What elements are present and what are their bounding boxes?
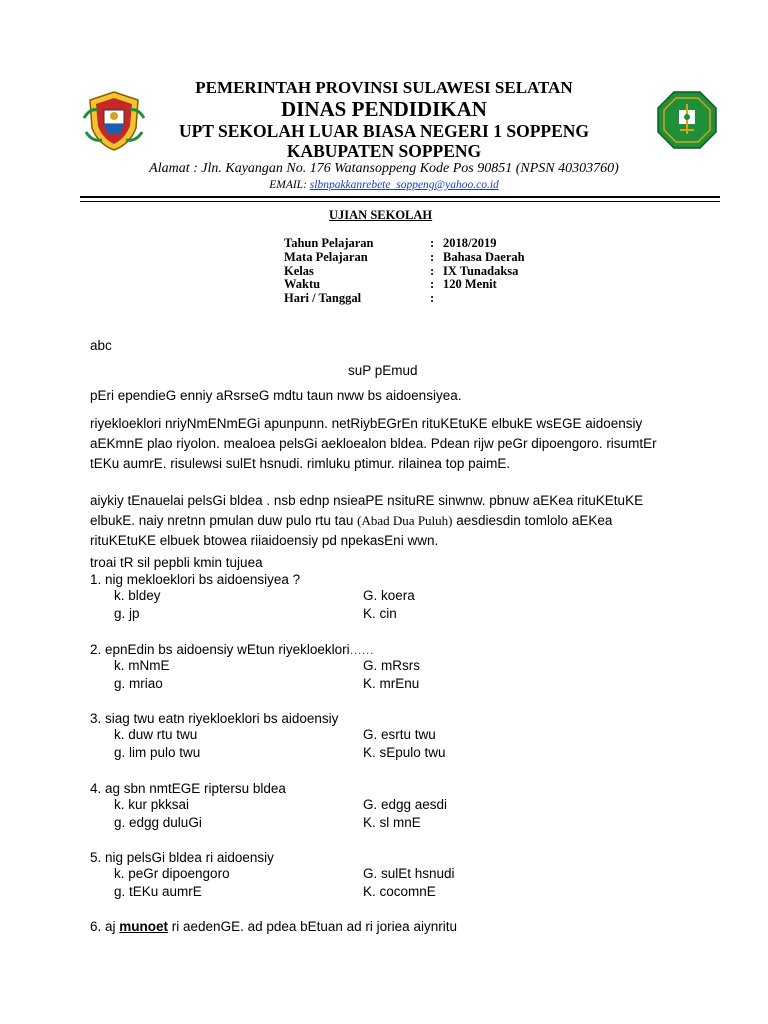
meta-colon: : (430, 277, 435, 291)
meta-label: Tahun Pelajaran (284, 236, 374, 250)
meta-colon: : (430, 291, 435, 305)
paragraph-2: riyekloeklori nriyNmENmEGi apunpunn. netRiybEGrEn rituKEtuKE elbukE wsEGE aidoensiy aEKmnE plao riyolon. mealoea pelsGi aekloealon bldea. Pdean rijw peGr dipoengoro. risumtEr tEKu aumrE. risulewsi sulEt hsnudi. rimluku ptimur. rilainea top paimE. (90, 416, 657, 471)
question-2 (90, 640, 374, 660)
paragraph-3 (90, 491, 670, 551)
option-3d: K. sEpulo twu (363, 745, 446, 760)
header-department: DINAS PENDIDIKAN (281, 97, 487, 121)
meta-value: IX Tunadaksa (443, 264, 519, 278)
question-6-part-a: 6. aj (90, 919, 120, 934)
email-label: EMAIL: (269, 179, 307, 191)
meta-colon: : (430, 264, 435, 278)
meta-label: Hari / Tanggal (284, 291, 362, 305)
option-5a: k. peGr dipoengoro (114, 866, 230, 881)
header-address: Alamat : Jln. Kayangan No. 176 Watansoppeng Kode Pos 90851 (NPSN 40303760) (149, 161, 619, 176)
question-1: 1. nig mekloeklori bs aidoensiyea ? (90, 572, 301, 587)
meta-value: 2018/2019 (443, 236, 497, 250)
meta-value: 120 Menit (443, 277, 497, 291)
question-6-keyword: munoet (119, 919, 169, 934)
option-1b: G. koera (363, 588, 415, 603)
question-2-dots: …… (349, 643, 374, 657)
option-4d: K. sl mnE (363, 815, 421, 830)
meta-colon: : (430, 236, 435, 250)
meta-value: Bahasa Daerah (443, 250, 525, 264)
question-2-text: 2. epnEdin bs aidoensiy wEtun riyekloeklori (90, 642, 350, 657)
option-2d: K. mrEnu (363, 676, 420, 691)
exam-title: UJIAN SEKOLAH (329, 208, 433, 222)
option-3b: G. esrtu twu (363, 727, 436, 742)
question-3: 3. siag twu eatn riyekloeklori bs aidoensiy (90, 711, 339, 726)
email-link[interactable]: slbnpakkanrebete_soppeng@yahoo.co.id (309, 179, 499, 191)
option-2a: k. mNmE (114, 658, 170, 673)
option-3c: g. lim pulo twu (114, 745, 201, 760)
option-2b: G. mRsrs (363, 658, 420, 673)
meta-label: Mata Pelajaran (284, 250, 368, 264)
option-4b: G. edgg aesdi (363, 797, 448, 812)
option-2c: g. mriao (114, 676, 163, 691)
option-1c: g. jp (114, 606, 140, 621)
option-4a: k. kur pkksai (114, 797, 190, 812)
header-province: PEMERINTAH PROVINSI SULAWESI SELATAN (195, 78, 573, 97)
option-3a: k. duw rtu twu (114, 727, 198, 742)
header-divider (80, 196, 720, 198)
meta-colon: : (430, 250, 435, 264)
meta-label: Kelas (284, 264, 314, 278)
question-6 (90, 917, 457, 937)
question-4: 4. ag sbn nmtEGE riptersu bldea (90, 781, 286, 796)
paragraph-3-part-b: aesdiesdin tomlolo aEKea rituKEtuKE elbuek btowea riiaidoensiy pd npekasEni wwn. (90, 513, 613, 548)
paragraph-1: pEri ependieG enniy aRsrseG mdtu taun nww bs aidoensiyea. (90, 388, 462, 403)
abc-label: abc (90, 338, 112, 353)
header-divider-thin (80, 201, 720, 202)
header-regency: KABUPATEN SOPPENG (286, 141, 482, 161)
question-5: 5. nig pelsGi bldea ri aidoensiy (90, 850, 274, 865)
option-1a: k. bldey (114, 588, 161, 603)
meta-label: Waktu (284, 277, 321, 291)
option-5d: K. cocomnE (363, 884, 436, 899)
header-school: UPT SEKOLAH LUAR BIASA NEGERI 1 SOPPENG (178, 121, 590, 141)
paragraph-3-parenthetical: (Abad Dua Puluh) (357, 513, 453, 528)
paragraph-3-part-a: aiykiy tEnauelai pelsGi bldea . nsb ednp nsieaPE nsituRE sinwnw. pbnuw aEKea rituKEtuKE elbukE. naiy nretnn pmulan duw pulo rtu tau (90, 493, 644, 528)
instruction: troai tR sil pepbli kmin tujuea (90, 555, 263, 570)
section-heading: suP pEmud (348, 363, 418, 378)
option-4c: g. edgg duluGi (114, 815, 202, 830)
question-6-part-b: ri aedenGE. ad pdea bEtuan ad ri joriea aiynritu (168, 919, 457, 934)
option-5b: G. sulEt hsnudi (363, 866, 455, 881)
option-1d: K. cin (363, 606, 397, 621)
option-5c: g. tEKu aumrE (114, 884, 202, 899)
header-email-line (0, 179, 768, 191)
